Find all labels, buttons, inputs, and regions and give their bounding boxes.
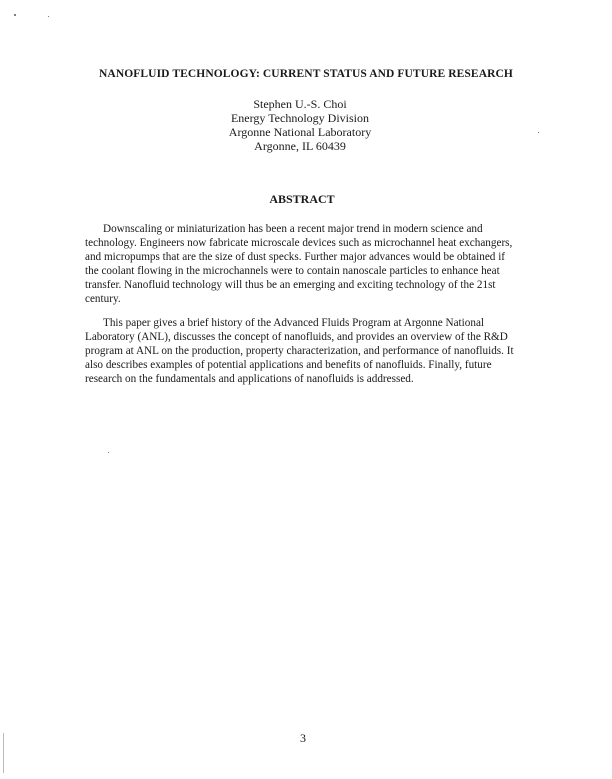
paragraph-line: technology. Engineers now fabricate microscale devices such as microchannel heat exchangers, — [85, 237, 513, 249]
author-location: Argonne, IL 60439 — [254, 139, 346, 153]
scan-speck — [108, 452, 109, 453]
paragraph-line: transfer. Nanofluid technology will thus be an emerging and exciting technology of the 21st — [85, 279, 496, 291]
abstract-heading: ABSTRACT — [269, 192, 335, 206]
author-division: Energy Technology Division — [230, 111, 370, 125]
paragraph-line: research on the fundamentals and applications of nanofluids is addressed. — [85, 373, 414, 385]
paragraph-line: program at ANL on the production, property characterization, and performance of nanofluids. It — [85, 345, 514, 357]
paragraph-line: This paper gives a brief history of the Advanced Fluids Program at Argonne National — [103, 317, 485, 329]
abstract-paragraph-2 — [85, 316, 530, 386]
scan-speck — [48, 16, 49, 17]
paragraph-line: also describes examples of potential applications and benefits of nanofluids. Finally, future — [85, 359, 492, 371]
author-block — [0, 97, 600, 153]
author-institution: Argonne National Laboratory — [228, 125, 372, 139]
scan-speck — [14, 14, 16, 16]
paragraph-line: century. — [85, 293, 121, 305]
paper-title: NANOFLUID TECHNOLOGY: CURRENT STATUS AND FUTURE RESEARCH — [99, 68, 513, 80]
paragraph-line: and micropumps that are the size of dust specks. Further major advances would be obtained if — [85, 251, 506, 263]
paragraph-line: the coolant flowing in the microchannels were to contain nanoscale particles to enhance heat — [85, 265, 500, 277]
paragraph-line: Downscaling or miniaturization has been a recent major trend in modern science and — [103, 223, 483, 235]
page-number: 3 — [300, 731, 306, 745]
abstract-paragraph-1 — [85, 222, 530, 306]
paragraph-line: Laboratory (ANL), discusses the concept of nanofluids, and provides an overview of the R&D — [85, 331, 508, 343]
author-name: Stephen U.-S. Choi — [253, 97, 347, 111]
